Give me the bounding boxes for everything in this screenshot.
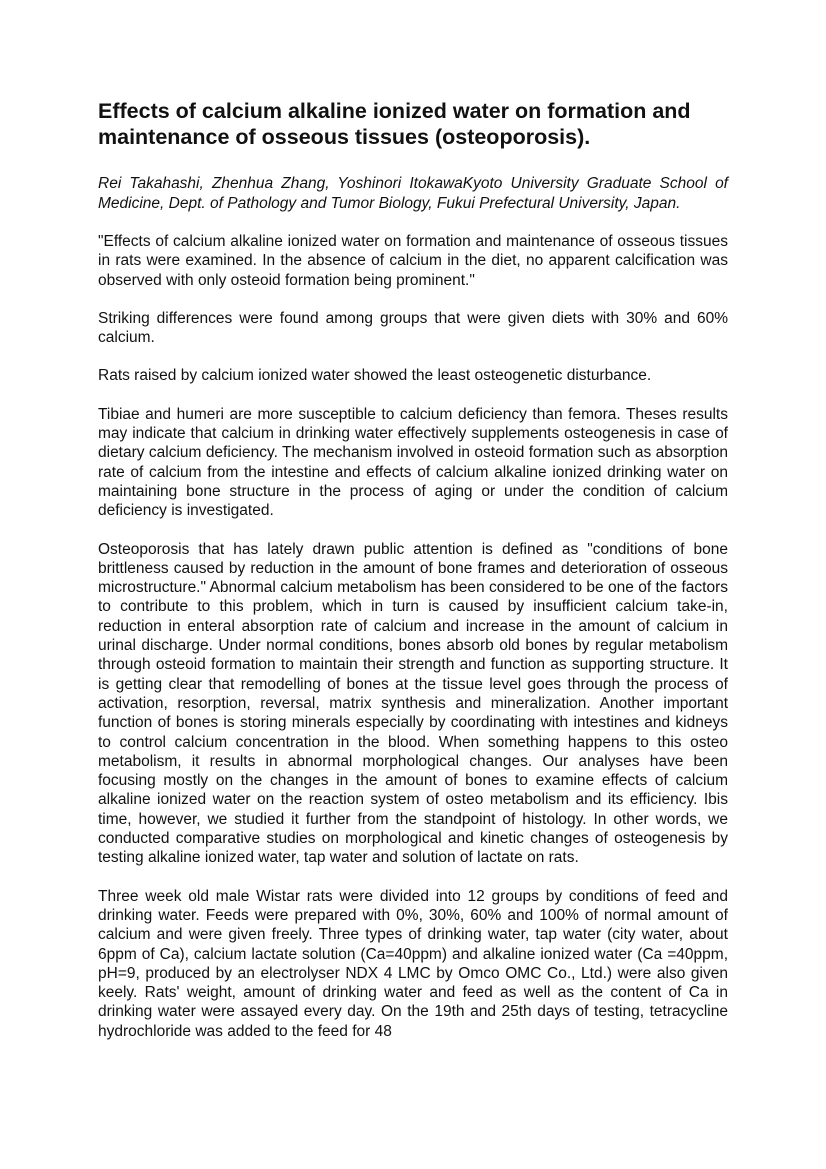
paragraph-1: "Effects of calcium alkaline ionized water on formation and maintenance of osseous tissues in rats were examined. In the absence of calcium in the diet, no apparent calcification was observed with only osteoid formation being prominent."	[98, 233, 728, 289]
document-page	[98, 98, 728, 1041]
document-title: Effects of calcium alkaline ionized water on formation and maintenance of osseous tissues (osteoporosis).	[98, 99, 691, 149]
paragraph-5: Osteoporosis that has lately drawn public attention is defined as "conditions of bone brittleness caused by reduction in the amount of bone frames and deterioration of osseous microstructure." Abnormal calcium metabolism has been considered to be one of the factors to contribute to this problem, which in turn is caused by insufficient calcium take-in, reduction in enteral absorption rate of calcium and increase in the amount of calcium in urinal discharge. Under normal conditions, bones absorb old bones by regular metabolism through osteoid formation to maintain their strength and function as supporting structure. It is getting clear that remodelling of bones at the tissue level goes through the process of activation, resorption, reversal, matrix synthesis and mineralization. Another important function of bones is storing minerals especially by coordinating with intestines and kidneys to control calcium concentration in the blood. When something happens to this osteo metabolism, it results in abnormal morphological changes. Our analyses have been focusing mostly on the changes in the amount of bones to examine effects of calcium alkaline ionized water on the reaction system of osteo metabolism and its efficiency. Ibis time, however, we studied it further from the standpoint of histology. In other words, we conducted comparative studies on morphological and kinetic changes of osteogenesis by testing alkaline ionized water, tap water and solution of lactate on rats.	[98, 540, 728, 867]
paragraph-2: Striking differences were found among groups that were given diets with 30% and 60% calcium.	[98, 309, 728, 347]
paragraph-6: Three week old male Wistar rats were divided into 12 groups by conditions of feed and drinking water. Feeds were prepared with 0%, 30%, 60% and 100% of normal amount of calcium and were given freely. Three types of drinking water, tap water (city water, about 6ppm of Ca), calcium lactate solution (Ca=40ppm) and alkaline ionized water (Ca =40ppm, pH=9, produced by an electrolyser NDX 4 LMC by Omco OMC Co., Ltd.) were also given keely. Rats' weight, amount of drinking water and feed as well as the content of Ca in drinking water were assayed every day. On the 19th and 25th days of testing, tetracycline hydrochloride was added to the feed for 48	[98, 887, 728, 1040]
paragraph-3: Rats raised by calcium ionized water showed the least osteogenetic disturbance.	[98, 367, 652, 385]
author-affiliation: Rei Takahashi, Zhenhua Zhang, Yoshinori ItokawaKyoto University Graduate School of Medicine, Dept. of Pathology and Tumor Biology, Fukui Prefectural University, Japan.	[98, 175, 728, 212]
paragraph-4: Tibiae and humeri are more susceptible to calcium deficiency than femora. Theses results may indicate that calcium in drinking water effectively supplements osteogenesis in case of dietary calcium deficiency. The mechanism involved in osteoid formation such as absorption rate of calcium from the intestine and effects of calcium alkaline ionized drinking water on maintaining bone structure in the process of aging or under the condition of calcium deficiency is investigated.	[98, 405, 728, 520]
